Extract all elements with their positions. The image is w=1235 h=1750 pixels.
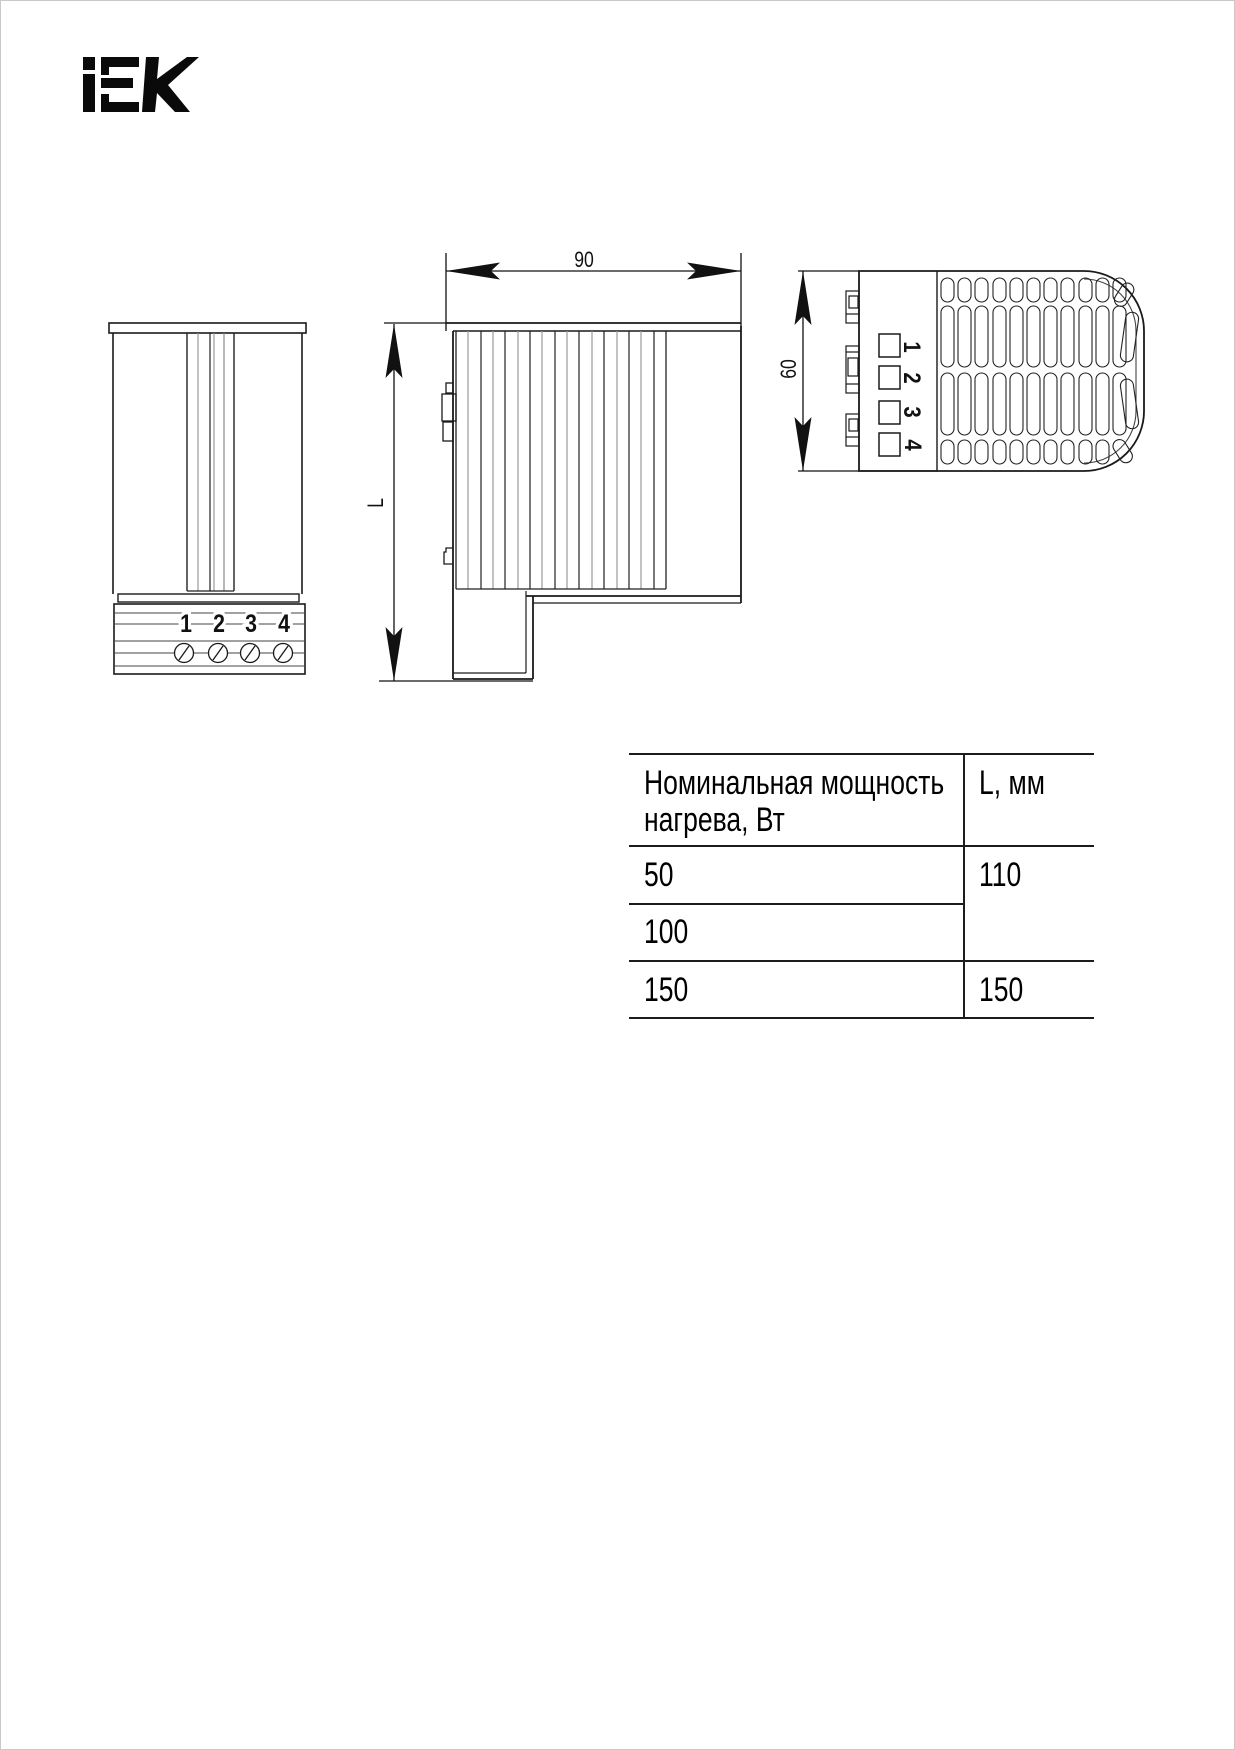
length-dimension-label: L xyxy=(364,498,389,508)
front-vent-slots xyxy=(187,333,234,591)
terminal-label: 2 xyxy=(213,609,225,638)
terminal-label: 3 xyxy=(898,406,926,418)
cell-length-150: 150 xyxy=(979,971,1024,1009)
cell-length-110: 110 xyxy=(979,856,1022,894)
grille-slots xyxy=(941,278,1139,465)
header-power-line1: Номинальная мощность xyxy=(644,764,945,802)
cell-power-50: 50 xyxy=(644,856,674,894)
terminal-label: 4 xyxy=(899,439,927,451)
terminal-label: 3 xyxy=(245,609,257,638)
side-view-drawing xyxy=(356,241,756,691)
din-clip-lower xyxy=(444,548,453,564)
top-view-drawing xyxy=(771,246,1166,481)
width-dimension-label: 90 xyxy=(574,248,594,273)
cell-power-100: 100 xyxy=(644,913,689,951)
terminal-label: 1 xyxy=(898,341,926,353)
front-view-drawing xyxy=(101,316,316,686)
side-fins xyxy=(456,331,666,589)
side-body xyxy=(446,323,741,679)
top-body-inner-edge xyxy=(1084,279,1136,463)
top-terminal-squares xyxy=(879,334,900,456)
terminal-label: 4 xyxy=(278,609,290,638)
spec-table xyxy=(629,753,1094,1019)
cell-power-150: 150 xyxy=(644,971,689,1009)
iek-logo-glyphs xyxy=(76,51,211,121)
depth-dimension-label: 60 xyxy=(777,359,802,379)
terminal-label: 2 xyxy=(898,372,926,384)
terminal-label: 1 xyxy=(180,609,192,638)
front-lid xyxy=(109,323,306,333)
front-separator xyxy=(118,594,299,602)
header-power-line2: нагрева, Вт xyxy=(644,801,785,839)
table-border xyxy=(629,753,1094,755)
front-terminal-block xyxy=(114,604,305,674)
header-power xyxy=(644,765,1029,839)
top-clips xyxy=(846,291,859,446)
iek-logo xyxy=(76,51,211,121)
header-length: L, мм xyxy=(979,764,1045,802)
